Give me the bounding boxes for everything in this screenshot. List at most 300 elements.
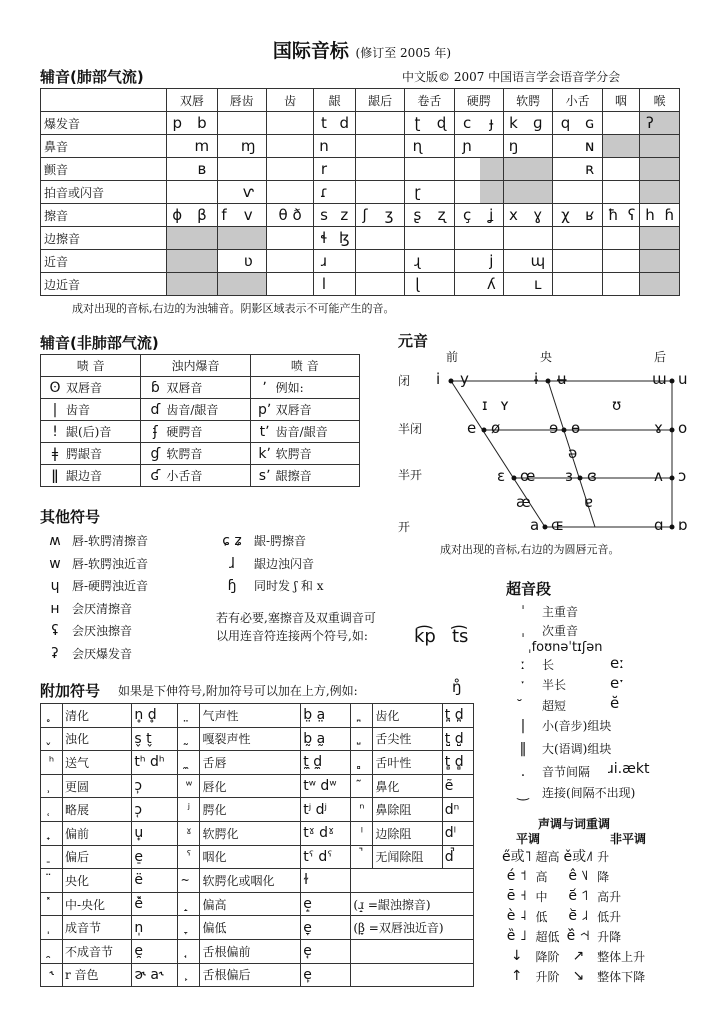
diacritic-example: s̬ t̬ (132, 727, 178, 751)
other-symbol: ʡ (51, 646, 59, 662)
tone-row (500, 846, 647, 866)
diacritic-label: 成音节 (63, 916, 132, 940)
diacritic-example: dⁿ (442, 798, 473, 822)
diacritic-example: ě̽ (132, 892, 178, 916)
tone-mark: e᷅ ˩˨ (568, 908, 589, 924)
tie-example-kp: k͡p (414, 626, 436, 647)
pulmonic-cell: j (480, 250, 504, 273)
diacritic-example: e̠ (132, 845, 178, 869)
vowel-symbol: ʊ (612, 396, 622, 414)
pulmonic-cell: ɟ (480, 112, 504, 135)
diacritics-heading: 附加符号 (40, 682, 101, 700)
diacritic-label: r 音色 (63, 963, 132, 987)
diacritic-example: ɔ̹ (132, 774, 178, 798)
diacritic-example: e̙ (301, 963, 351, 987)
vowel-symbol: ʌ (654, 467, 663, 485)
pulmonic-col-header: 齿 (266, 89, 314, 112)
diacritic-example: t̼ d̼ (301, 751, 351, 775)
diacritics-example: ŋ̊ (452, 678, 462, 696)
supra-label: 连接(间隔不出现) (542, 786, 636, 800)
diacritic-label: 不成音节 (63, 939, 132, 963)
diacritic-label: 舌尖性 (373, 727, 442, 751)
pulmonic-cell: t (314, 112, 334, 135)
supra-example: ˌfoʊnəˈtɪʃən (528, 640, 603, 655)
diacritic-extra (351, 963, 474, 987)
vowel-symbol: æ (516, 493, 531, 511)
diacritic-label: 偏前 (63, 821, 132, 845)
supra-symbol: ‿ (517, 785, 529, 801)
other-symbol-row (214, 577, 323, 594)
diacritic-mark (41, 916, 63, 940)
supra-example: ɹi.ækt (608, 761, 650, 777)
supra-symbol: ˈ (521, 604, 525, 620)
pulmonic-col-header: 龈 (314, 89, 356, 112)
pulmonic-cell: s (314, 204, 334, 227)
diacritic-row (41, 727, 474, 751)
pulmonic-col-header: 软腭 (503, 89, 553, 112)
pulmonic-cell: ɲ (454, 135, 480, 158)
vowel-symbol: ɞ (587, 467, 597, 485)
pulmonic-col-header: 龈后 (355, 89, 404, 112)
diacritic-example: ɫ (301, 869, 351, 893)
tone-mark: ȅ ˩ (506, 928, 527, 944)
pulmonic-row-label: 擦音 (41, 204, 167, 227)
diacritic-example: tʰ dʰ (132, 751, 178, 775)
diacritic-mark (351, 845, 373, 869)
other-symbol-label: 同时发 ʃ 和 x (254, 579, 324, 594)
pulmonic-cell: ɰ (523, 250, 553, 273)
nonpulmonic-label: 齿音 (66, 403, 91, 417)
diacritic-example: e̞ (301, 916, 351, 940)
diacritic-label: 送气 (63, 751, 132, 775)
diacritic-example: ɔ̜ (132, 798, 178, 822)
tone-label: 低 (535, 909, 548, 924)
pulmonic-cell: x (503, 204, 523, 227)
diacritic-example: t̻ d̻ (442, 751, 473, 775)
nonpulmonic-symbol: tʼ (259, 424, 270, 440)
diacritic-mark (41, 727, 63, 751)
tone-mark: ↗ (572, 948, 585, 964)
tone-label: 高 (535, 869, 548, 884)
nonpulmonic-symbol: ʄ (152, 424, 158, 440)
pulmonic-cell: ɱ (231, 135, 267, 158)
tone-mark: ē ˧ (506, 888, 527, 904)
supra-label: 超短 (542, 699, 567, 713)
diacritic-example: tʷ dʷ (301, 774, 351, 798)
vowel-symbol: ɜ (565, 467, 573, 485)
diacritic-label: 浊化 (63, 727, 132, 751)
nonpulmonic-label: 双唇音 (166, 381, 203, 395)
nonpulmonic-label: 齿音/龈音 (166, 403, 219, 417)
diacritic-mark (351, 774, 373, 798)
other-symbol-label: 唇-软腭浊近音 (72, 556, 149, 571)
diacritic-label: 更圆 (63, 774, 132, 798)
pulmonic-note: 成对出现的音标,右边的为浊辅音。阴影区域表示不可能产生的音。 (72, 302, 395, 315)
diacritic-mark (41, 704, 63, 728)
diacritics-table (40, 703, 474, 987)
pulmonic-cell: k (503, 112, 523, 135)
diacritic-example: n̥ d̥ (132, 704, 178, 728)
diacritic-mark: ʰ (41, 751, 63, 775)
pulmonic-cell: ɻ (405, 250, 430, 273)
vowel-symbol: ɶ (551, 516, 564, 534)
nonpulmonic-symbol: ʼ (262, 380, 267, 396)
pulmonic-cell: c (454, 112, 480, 135)
supra-item (512, 784, 635, 801)
other-symbol: ʍ (49, 533, 61, 549)
diacritic-label: 无闻除阻 (373, 845, 442, 869)
nonpulmonic-heading: 辅音(非肺部气流) (40, 334, 159, 352)
tone-label: 整体上升 (597, 949, 646, 964)
pulmonic-cell: ɮ (334, 227, 356, 250)
tone-mark: è ˨ (506, 908, 527, 924)
diacritic-mark: ˡ (351, 821, 373, 845)
diacritic-label: 鼻除阻 (373, 798, 442, 822)
diacritic-mark (178, 704, 200, 728)
nonpulmonic-symbol: ɓ (150, 380, 160, 396)
pulmonic-cell: ɣ (523, 204, 553, 227)
pulmonic-cell: ɹ (314, 250, 334, 273)
diacritic-mark (178, 963, 200, 987)
pulmonic-row-label: 拍音或闪音 (41, 181, 167, 204)
diacritic-mark (41, 798, 63, 822)
supra-heading: 超音段 (506, 580, 552, 598)
diacritic-mark: ˠ (178, 821, 200, 845)
pulmonic-cell: ʔ (640, 112, 660, 135)
diacritic-example: b̤ a̤ (301, 704, 351, 728)
pulmonic-cell: ɳ (405, 135, 430, 158)
diacritic-example: n̩ (132, 916, 178, 940)
tone-row (500, 886, 647, 906)
pulmonic-cell: ʈ (405, 112, 430, 135)
diacritic-mark (351, 751, 373, 775)
pulmonic-cell: ç (454, 204, 480, 227)
diacritic-example: b̰ a̰ (301, 727, 351, 751)
nonpulmonic-label: 硬腭音 (166, 425, 203, 439)
diacritic-row (41, 916, 474, 940)
nonpulmonic-symbol: kʼ (258, 446, 271, 462)
other-symbol-label: 龈-腭擦音 (254, 534, 307, 548)
pulmonic-cell: n (314, 135, 334, 158)
supra-item (512, 740, 611, 757)
vowel-symbol: ʉ (557, 370, 567, 388)
tone-mark: ě或˩˥ (563, 849, 594, 865)
vowel-symbol: ø (491, 419, 501, 437)
diacritic-extra (351, 869, 474, 893)
vowel-symbol: e (467, 419, 477, 437)
vowel-symbol: ɯ (652, 370, 667, 388)
tone-row (500, 906, 647, 926)
diacritic-label: 偏后 (63, 845, 132, 869)
pulmonic-cell: ʃ (355, 204, 374, 227)
pulmonic-cell: ʝ (480, 204, 504, 227)
other-symbol: ɺ (229, 555, 235, 572)
pulmonic-cell: z (334, 204, 356, 227)
other-symbol-label: 会厌清擦音 (72, 601, 133, 616)
diacritic-label: 舌根偏后 (200, 963, 301, 987)
tone-row (500, 866, 647, 886)
supra-symbol: ‖ (519, 741, 527, 757)
supra-example: eˑ (610, 674, 625, 692)
other-symbol: w (49, 555, 61, 572)
diacritic-label: 咽化 (200, 845, 301, 869)
supra-example: eː (610, 654, 625, 672)
vowel-symbol: ɐ (584, 493, 594, 511)
diacritic-mark (351, 727, 373, 751)
diacritic-label: 舌唇 (200, 751, 301, 775)
vowels-heading: 元音 (398, 332, 429, 350)
pulmonic-cell: ⱱ (231, 181, 267, 204)
other-symbol-label: 龈边浊闪音 (254, 556, 315, 571)
pulmonic-col-header: 硬腭 (454, 89, 503, 112)
tone-row (500, 946, 647, 966)
vowel-symbol: ɒ (678, 516, 688, 534)
diacritic-label: 唇化 (200, 774, 301, 798)
pulmonic-cell: ʟ (523, 273, 553, 296)
pulmonic-row-label: 边近音 (41, 273, 167, 296)
diacritic-row (41, 751, 474, 775)
nonpulmonic-label: 双唇音 (66, 381, 103, 395)
diacritic-extra: (ɹ̝ =龈浊擦音) (351, 892, 474, 916)
diacritic-example: tˤ dˤ (301, 845, 351, 869)
supra-item (512, 603, 578, 620)
supra-symbol: | (520, 718, 526, 734)
pulmonic-cell: ʐ (430, 204, 455, 227)
tone-label: 超高 (535, 849, 560, 864)
nonpulmonic-symbol: ! (52, 424, 58, 440)
other-symbol-label: 唇-软腭清擦音 (72, 534, 149, 548)
diacritic-label: 鼻化 (373, 774, 442, 798)
vowel-symbol: ɘ (549, 419, 559, 437)
supra-symbol: ˑ (520, 677, 526, 693)
pulmonic-row-label: 颤音 (41, 158, 167, 181)
pulmonic-row-label: 边擦音 (41, 227, 167, 250)
vowel-symbol: o (678, 419, 688, 437)
nonpulmonic-symbol: | (52, 402, 58, 418)
page-title: 国际音标 (修订至 2005 年) (272, 40, 452, 62)
diacritic-example: ẽ (442, 774, 473, 798)
diacritic-example: ɚ a˞ (132, 963, 178, 987)
tone-label: 超低 (535, 929, 560, 944)
pulmonic-cell: ħ (602, 204, 624, 227)
diacritic-mark (41, 774, 63, 798)
supra-label: 半长 (542, 678, 567, 692)
diacritic-mark: ˤ (178, 845, 200, 869)
vowel-col-front: 前 (446, 350, 459, 364)
pulmonic-cell: β (187, 204, 217, 227)
diacritic-mark (351, 704, 373, 728)
pulmonic-cell: q (553, 112, 578, 135)
tones-heading: 声调与词重调 (538, 817, 611, 831)
diacritic-label: 舌叶性 (373, 751, 442, 775)
diacritic-example: t̪ d̪ (442, 704, 473, 728)
diacritic-mark (178, 727, 200, 751)
tone-mark: ê ˥˩ (568, 868, 589, 884)
pulmonic-col-header: 咽 (602, 89, 640, 112)
tie-note-1: 若有必要,塞擦音及双重调音可 (216, 611, 376, 625)
tone-row (500, 966, 647, 986)
vowel-symbol: ɪ (482, 396, 488, 414)
pulmonic-row-label: 爆发音 (41, 112, 167, 135)
pulmonic-heading: 辅音(肺部气流) (40, 68, 144, 86)
supra-symbol: ˌ (521, 623, 525, 639)
vowel-symbol: œ (520, 467, 536, 485)
other-symbol-label: 唇-硬腭浊近音 (72, 579, 149, 594)
nonpulmonic-symbol: ǂ (51, 446, 59, 462)
pulmonic-cell: ʁ (578, 204, 603, 227)
tie-example-ts: t͡s (452, 626, 469, 647)
nonpulmonic-col-header: 喷 音 (250, 355, 359, 377)
diacritic-example: u̟ (132, 821, 178, 845)
diacritic-mark (178, 751, 200, 775)
pulmonic-cell: m (187, 135, 217, 158)
pulmonic-cell: ʕ (624, 204, 640, 227)
tone-label: 整体下降 (597, 969, 646, 984)
pulmonic-cell: ʂ (405, 204, 430, 227)
supra-symbol: . (520, 764, 526, 780)
tones-contour-heading: 非平调 (610, 832, 647, 846)
tone-mark: ↘ (572, 968, 585, 984)
tone-row (500, 926, 647, 946)
pulmonic-cell: d (334, 112, 356, 135)
tone-label: 升降 (597, 929, 622, 944)
nonpulmonic-label: 龈(后)音 (66, 425, 112, 439)
diacritic-mark (178, 869, 200, 893)
vowel-row-close: 闭 (398, 374, 411, 388)
pulmonic-cell: ɬ (314, 227, 334, 250)
diacritic-example: ë (132, 869, 178, 893)
vowel-row-openmid: 半开 (398, 468, 423, 482)
nonpulmonic-label: 腭龈音 (66, 447, 103, 461)
vowel-symbol: a (530, 516, 540, 534)
pulmonic-cell: ɢ (578, 112, 603, 135)
diacritic-row (41, 939, 474, 963)
pulmonic-cell: ɴ (578, 135, 603, 158)
pulmonic-cell: l (314, 273, 334, 296)
pulmonic-col-header: 喉 (640, 89, 680, 112)
diacritic-label: 偏低 (200, 916, 301, 940)
pulmonic-cell: χ (553, 204, 578, 227)
pulmonic-cell: b (187, 112, 217, 135)
supra-item (512, 763, 590, 780)
other-symbol-row (44, 645, 132, 662)
pulmonic-cell: v (231, 204, 267, 227)
other-symbol: ɥ (50, 578, 60, 595)
supra-label: 主重音 (542, 605, 579, 619)
diacritic-row (41, 798, 474, 822)
other-symbol: ɕ ʑ (222, 533, 242, 549)
nonpulmonic-label: 小舌音 (166, 469, 203, 483)
diacritic-label: 齿化 (373, 704, 442, 728)
diacritic-mark (41, 939, 63, 963)
other-symbol: ɧ (227, 578, 237, 595)
diacritic-label: 舌根偏前 (200, 939, 301, 963)
diacritic-row (41, 892, 474, 916)
diacritic-label: 中-央化 (63, 892, 132, 916)
vowel-symbol: ɨ (534, 370, 539, 388)
other-symbol-row (44, 600, 132, 617)
nonpulmonic-label: 软腭音 (166, 447, 203, 461)
pulmonic-cell: ɡ (523, 112, 553, 135)
vowel-col-back: 后 (654, 350, 667, 364)
diacritic-mark (178, 939, 200, 963)
nonpulmonic-col-header: 浊内爆音 (141, 355, 250, 377)
diacritic-label: 偏高 (200, 892, 301, 916)
tone-mark: e᷄ ˦˥ (568, 888, 589, 904)
diacritic-example: tʲ dʲ (301, 798, 351, 822)
tones-table (500, 846, 647, 986)
vowel-symbol: ɑ (654, 516, 664, 534)
nonpulmonic-symbol: ʘ (49, 380, 61, 396)
nonpulmonic-symbol: ǁ (51, 468, 59, 484)
diacritic-mark (41, 892, 63, 916)
diacritic-example: dˡ (442, 821, 473, 845)
other-symbol-row (44, 577, 148, 594)
diacritic-mark (178, 916, 200, 940)
other-symbol-row (44, 622, 132, 639)
supra-item (512, 622, 578, 639)
diacritic-mark: ˞ (41, 963, 63, 987)
diacritic-row (41, 774, 474, 798)
diacritic-mark (178, 892, 200, 916)
nonpulmonic-label: 齿音/龈音 (275, 425, 328, 439)
vowel-symbol: ɵ (571, 419, 581, 437)
diacritic-example: t̺ d̺ (442, 727, 473, 751)
vowel-note: 成对出现的音标,右边的为圆唇元音。 (440, 543, 620, 556)
diacritic-extra: (β̞ =双唇浊近音) (351, 916, 474, 940)
pulmonic-cell: ʙ (187, 158, 217, 181)
pulmonic-cell: f (217, 204, 231, 227)
vowel-col-central: 央 (540, 350, 553, 364)
diacritic-example: e̘ (301, 939, 351, 963)
pulmonic-cell: ɾ (314, 181, 334, 204)
diacritic-label: 略展 (63, 798, 132, 822)
pulmonic-row-label: 近音 (41, 250, 167, 273)
pulmonic-cell: ɽ (405, 181, 430, 204)
supra-label: 次重音 (542, 624, 579, 638)
pulmonic-cell: ʒ (374, 204, 405, 227)
supra-label: 音节间隔 (542, 765, 591, 779)
tone-label: 中 (535, 889, 548, 904)
diacritic-label: 清化 (63, 704, 132, 728)
nonpulmonic-symbol: ʛ (150, 468, 161, 484)
vowel-row-closemid: 半闭 (398, 422, 423, 436)
diacritic-label: 软腭化或咽化 (200, 869, 301, 893)
nonpulmonic-label: 龈擦音 (275, 469, 312, 483)
supra-item (512, 697, 566, 714)
pulmonic-col-header: 双唇 (167, 89, 217, 112)
diacritic-row (41, 869, 474, 893)
vowel-symbol: i (436, 370, 441, 388)
supra-label: 小(音步)组块 (542, 719, 612, 733)
diacritic-label: 气声性 (200, 704, 301, 728)
supra-item (512, 717, 611, 734)
nonpulmonic-label: 软腭音 (275, 447, 312, 461)
tone-mark: e̋或˥ (502, 849, 532, 865)
diacritic-row (41, 704, 474, 728)
other-heading: 其他符号 (40, 508, 101, 526)
nonpulmonic-label: 双唇音 (275, 403, 312, 417)
tone-mark: ↑ (510, 968, 523, 984)
tones-level-heading: 平调 (516, 832, 541, 846)
vowel-symbol: ʏ (500, 396, 510, 414)
tone-label: 升阶 (535, 969, 560, 984)
diacritic-example: d̚ (442, 845, 473, 869)
pulmonic-cell: ɖ (430, 112, 455, 135)
pulmonic-row-label: 鼻音 (41, 135, 167, 158)
pulmonic-cell: ʎ (480, 273, 504, 296)
pulmonic-cell: h (640, 204, 660, 227)
